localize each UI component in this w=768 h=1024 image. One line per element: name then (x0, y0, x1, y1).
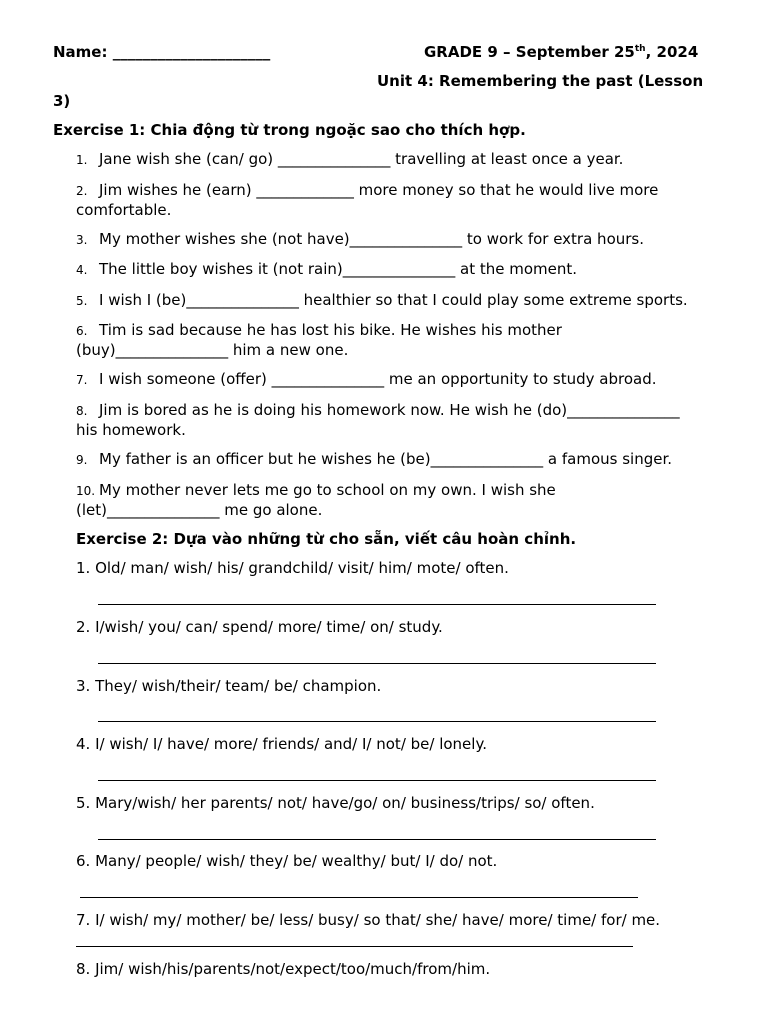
name-field-label: Name: _____________________ (53, 43, 271, 61)
exercise2-item-1: 1. Old/ man/ wish/ his/ grandchild/ visit/ him/ mote/ often. (76, 559, 509, 577)
exercise1-item-4 (76, 259, 577, 280)
item-number: 1. (76, 153, 88, 167)
item-number: 2. (76, 184, 88, 198)
item-number: 4. (76, 263, 88, 277)
grade-date-text: GRADE 9 – September 25 (424, 43, 635, 61)
answer-line[interactable] (80, 897, 638, 898)
grade-year: , 2024 (645, 43, 699, 61)
grade-date (424, 42, 698, 62)
item-text: Tim is sad because he has lost his bike. He wishes his mother (99, 321, 562, 339)
answer-line[interactable] (98, 604, 656, 605)
exercise2-item-3: 3. They/ wish/their/ team/ be/ champion. (76, 677, 382, 695)
item-number: 5. (76, 294, 88, 308)
item-text: My father is an officer but he wishes he (be)_______________ a famous singer. (99, 450, 673, 468)
exercise2-item-6: 6. Many/ people/ wish/ they/ be/ wealthy/ but/ I/ do/ not. (76, 852, 498, 870)
exercise1-item-1 (76, 149, 623, 170)
item-text: Jane wish she (can/ go) _______________ travelling at least once a year. (99, 150, 624, 168)
answer-line[interactable] (98, 780, 656, 781)
date-ordinal-suffix: th (634, 44, 646, 54)
exercise1-item-6-continued: (buy)_______________ him a new one. (76, 341, 349, 359)
exercise2-item-7: 7. I/ wish/ my/ mother/ be/ less/ busy/ so that/ she/ have/ more/ time/ for/ me. (76, 911, 661, 929)
item-text: My mother wishes she (not have)_______________ to work for extra hours. (99, 230, 645, 248)
item-number: 6. (76, 324, 88, 338)
item-number: 10. (76, 484, 96, 498)
item-text: My mother never lets me go to school on my own. I wish she (99, 481, 556, 499)
exercise1-item-2-continued: comfortable. (76, 201, 172, 219)
exercise1-item-8-continued: his homework. (76, 421, 186, 439)
item-text: Jim wishes he (earn) _____________ more money so that he would live more (99, 181, 659, 199)
item-number: 7. (76, 373, 88, 387)
answer-line[interactable] (76, 946, 633, 947)
answer-line[interactable] (98, 721, 656, 722)
unit-title-line1: Unit 4: Remembering the past (Lesson (377, 72, 704, 90)
item-number: 3. (76, 233, 88, 247)
answer-line[interactable] (98, 663, 656, 664)
unit-title-line2: 3) (53, 92, 71, 110)
item-text: I wish I (be)_______________ healthier so that I could play some extreme sports. (99, 291, 688, 309)
exercise1-item-2 (76, 180, 658, 201)
exercise2-title: Exercise 2: Dựa vào những từ cho sẵn, viết câu hoàn chỉnh. (76, 530, 577, 548)
exercise1-title: Exercise 1: Chia động từ trong ngoặc sao cho thích hợp. (53, 121, 526, 139)
exercise1-item-10 (76, 480, 556, 501)
exercise2-item-5: 5. Mary/wish/ her parents/ not/ have/go/ on/ business/trips/ so/ often. (76, 794, 595, 812)
exercise2-item-2: 2. I/wish/ you/ can/ spend/ more/ time/ on/ study. (76, 618, 443, 636)
item-text: I wish someone (offer) _______________ me an opportunity to study abroad. (99, 370, 657, 388)
exercise1-item-10-continued: (let)_______________ me go alone. (76, 501, 323, 519)
exercise1-item-6 (76, 320, 562, 341)
exercise2-item-4: 4. I/ wish/ I/ have/ more/ friends/ and/ I/ not/ be/ lonely. (76, 735, 487, 753)
item-text: The little boy wishes it (not rain)_______________ at the moment. (99, 260, 578, 278)
exercise1-item-3 (76, 229, 644, 250)
exercise1-item-8 (76, 400, 680, 421)
exercise1-item-7 (76, 369, 657, 390)
exercise1-item-9 (76, 449, 672, 470)
item-text: Jim is bored as he is doing his homework now. He wish he (do)_______________ (99, 401, 680, 419)
exercise1-item-5 (76, 290, 688, 311)
item-number: 9. (76, 453, 88, 467)
answer-line[interactable] (98, 839, 656, 840)
item-number: 8. (76, 404, 88, 418)
exercise2-item-8: 8. Jim/ wish/his/parents/not/expect/too/much/from/him. (76, 960, 491, 978)
